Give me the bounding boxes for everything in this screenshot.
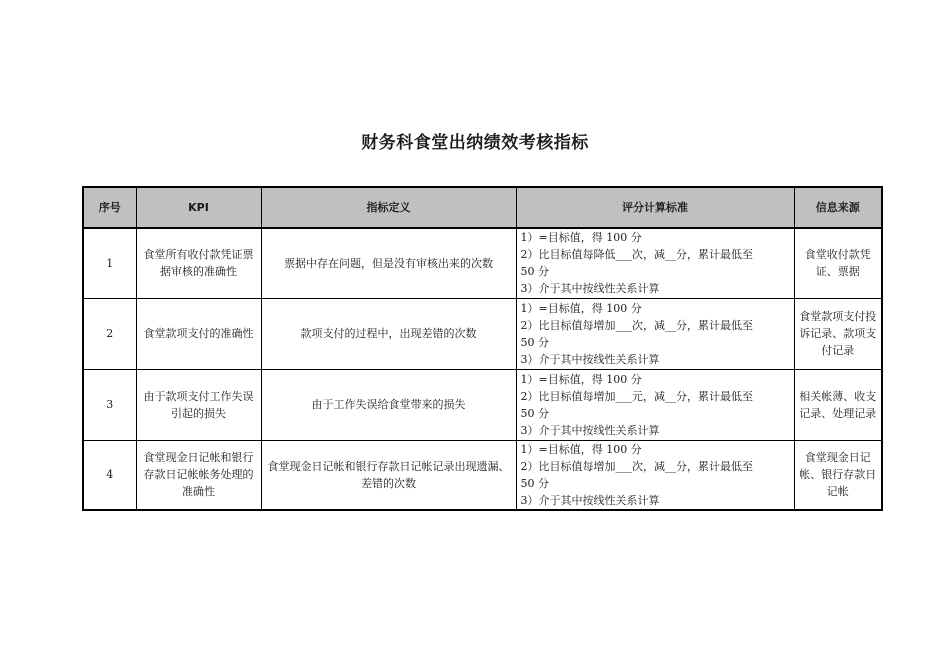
criteria-line: 1）=目标值，得 100 分	[520, 372, 642, 386]
row-definition: 由于工作失误给食堂带来的损失	[261, 369, 516, 440]
table-row	[83, 228, 882, 298]
criteria-line: 50 分	[520, 406, 549, 420]
criteria-line: 2）比目标值每增加___次，减__分，累计最低至	[520, 318, 753, 332]
row-kpi: 食堂现金日记帐和银行存款日记帐帐务处理的准确性	[136, 440, 261, 510]
header-source: 信息来源	[794, 187, 882, 228]
row-source: 相关帐薄、收支记录、处理记录	[794, 369, 882, 440]
row-criteria	[516, 228, 794, 298]
criteria-line: 3）介于其中按线性关系计算	[520, 423, 660, 437]
row-number: 4	[83, 440, 136, 510]
row-definition: 食堂现金日记帐和银行存款日记帐记录出现遗漏、差错的次数	[261, 440, 516, 510]
row-kpi: 食堂款项支付的准确性	[136, 298, 261, 369]
table-header-row	[83, 187, 882, 228]
row-definition: 票据中存在问题，但是没有审核出来的次数	[261, 228, 516, 298]
criteria-line: 2）比目标值每增加___次，减__分，累计最低至	[520, 459, 753, 473]
row-source: 食堂收付款凭证、票据	[794, 228, 882, 298]
row-kpi: 由于款项支付工作失误引起的损失	[136, 369, 261, 440]
criteria-line: 50 分	[520, 476, 549, 490]
criteria-line: 3）介于其中按线性关系计算	[520, 493, 660, 507]
row-number: 2	[83, 298, 136, 369]
criteria-line: 50 分	[520, 265, 549, 279]
row-criteria	[516, 440, 794, 510]
table-row	[83, 298, 882, 369]
row-source: 食堂款项支付投诉记录、款项支付记录	[794, 298, 882, 369]
row-number: 3	[83, 369, 136, 440]
header-kpi: KPI	[136, 187, 261, 228]
criteria-line: 1）=目标值，得 100 分	[520, 442, 642, 456]
row-definition: 款项支付的过程中，出现差错的次数	[261, 298, 516, 369]
page-title: 财务科食堂出纳绩效考核指标	[361, 133, 589, 153]
row-kpi: 食堂所有收付款凭证票据审核的准确性	[136, 228, 261, 298]
table-row	[83, 440, 882, 510]
header-number: 序号	[83, 187, 136, 228]
row-criteria	[516, 369, 794, 440]
header-criteria: 评分计算标准	[516, 187, 794, 228]
criteria-line: 3）介于其中按线性关系计算	[520, 352, 660, 366]
criteria-line: 1）=目标值，得 100 分	[520, 231, 642, 245]
criteria-line: 50 分	[520, 335, 549, 349]
header-definition: 指标定义	[261, 187, 516, 228]
criteria-line: 1）=目标值，得 100 分	[520, 301, 642, 315]
table-row	[83, 369, 882, 440]
row-number: 1	[83, 228, 136, 298]
row-criteria	[516, 298, 794, 369]
criteria-line: 3）介于其中按线性关系计算	[520, 282, 660, 296]
kpi-table	[82, 186, 883, 511]
row-source: 食堂现金日记帐、银行存款日记帐	[794, 440, 882, 510]
criteria-line: 2）比目标值每降低___次，减__分，累计最低至	[520, 248, 753, 262]
criteria-line: 2）比目标值每增加___元，减__分，累计最低至	[520, 389, 753, 403]
